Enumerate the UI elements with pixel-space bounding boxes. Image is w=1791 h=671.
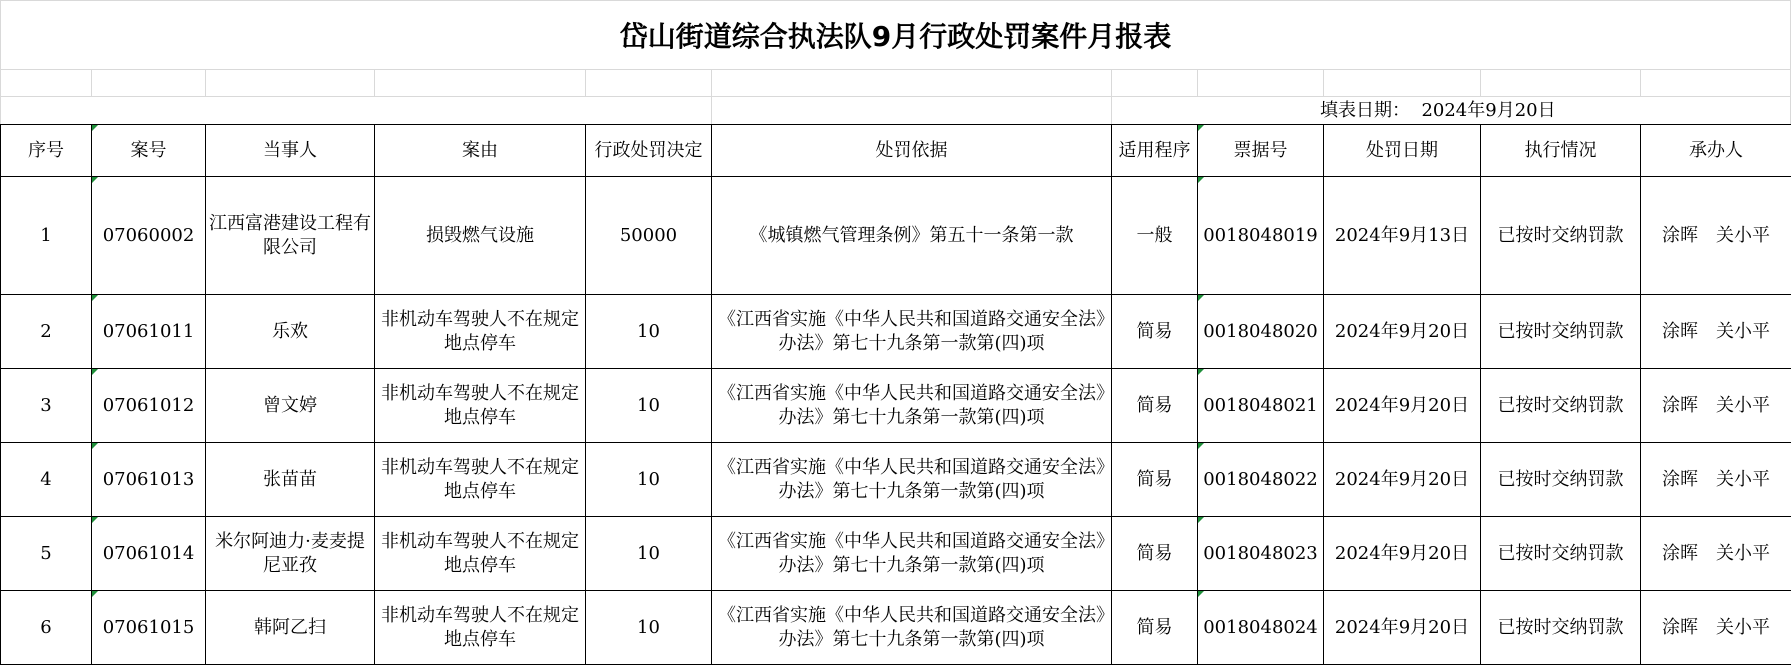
cell-no: 5 (1, 517, 92, 591)
fill-date (1320, 99, 1556, 123)
cell-decision: 10 (586, 517, 712, 591)
cell-date: 2024年9月20日 (1324, 517, 1481, 591)
cell-decision: 10 (586, 443, 712, 517)
cell-no: 4 (1, 443, 92, 517)
cell-decision: 10 (586, 591, 712, 665)
cell-handler: 涂晖 关小平 (1641, 295, 1791, 369)
cell-case: 07061013 (92, 443, 206, 517)
header-cell-case: 案号 (92, 125, 206, 177)
cell-receipt: 0018048021 (1198, 369, 1324, 443)
header-cell-decision: 行政处罚决定 (586, 125, 712, 177)
cell-basis: 《江西省实施《中华人民共和国道路交通安全法》办法》第七十九条第一款第(四)项 (712, 517, 1112, 591)
cell-reason: 非机动车驾驶人不在规定地点停车 (375, 443, 586, 517)
cell-date: 2024年9月13日 (1324, 177, 1481, 295)
cell-decision: 10 (586, 295, 712, 369)
table-row (1, 443, 1791, 517)
cell-procedure: 简易 (1112, 369, 1198, 443)
cell-no: 2 (1, 295, 92, 369)
cell-handler: 涂晖 关小平 (1641, 177, 1791, 295)
cell-basis: 《江西省实施《中华人民共和国道路交通安全法》办法》第七十九条第一款第(四)项 (712, 443, 1112, 517)
cell-basis: 《江西省实施《中华人民共和国道路交通安全法》办法》第七十九条第一款第(四)项 (712, 591, 1112, 665)
cell-handler: 涂晖 关小平 (1641, 369, 1791, 443)
table-row (1, 591, 1791, 665)
header-cell-handler: 承办人 (1641, 125, 1791, 177)
cell-case: 07060002 (92, 177, 206, 295)
cell-party: 张苗苗 (206, 443, 375, 517)
cell-case: 07061015 (92, 591, 206, 665)
cell-basis: 《江西省实施《中华人民共和国道路交通安全法》办法》第七十九条第一款第(四)项 (712, 295, 1112, 369)
cell-party: 江西富港建设工程有限公司 (206, 177, 375, 295)
cell-handler: 涂晖 关小平 (1641, 517, 1791, 591)
cell-procedure: 简易 (1112, 591, 1198, 665)
header-cell-date: 处罚日期 (1324, 125, 1481, 177)
cell-basis: 《江西省实施《中华人民共和国道路交通安全法》办法》第七十九条第一款第(四)项 (712, 369, 1112, 443)
table-row (1, 295, 1791, 369)
cell-status: 已按时交纳罚款 (1481, 591, 1641, 665)
cell-reason: 非机动车驾驶人不在规定地点停车 (375, 591, 586, 665)
cell-party: 米尔阿迪力·麦麦提尼亚孜 (206, 517, 375, 591)
header-cell-procedure: 适用程序 (1112, 125, 1198, 177)
header-cell-party: 当事人 (206, 125, 375, 177)
table-row (1, 517, 1791, 591)
cell-handler: 涂晖 关小平 (1641, 591, 1791, 665)
cell-decision: 10 (586, 369, 712, 443)
header-cell-receipt: 票据号 (1198, 125, 1324, 177)
cell-no: 1 (1, 177, 92, 295)
cell-case: 07061012 (92, 369, 206, 443)
cell-reason: 损毁燃气设施 (375, 177, 586, 295)
cell-decision: 50000 (586, 177, 712, 295)
report-title: 岱山街道综合执法队9月行政处罚案件月报表 (619, 19, 1172, 53)
fill-date-value: 2024年9月20日 (1421, 100, 1556, 121)
cell-reason: 非机动车驾驶人不在规定地点停车 (375, 369, 586, 443)
cell-receipt: 0018048023 (1198, 517, 1324, 591)
cell-status: 已按时交纳罚款 (1481, 295, 1641, 369)
cell-date: 2024年9月20日 (1324, 443, 1481, 517)
cell-date: 2024年9月20日 (1324, 295, 1481, 369)
header-cell-reason: 案由 (375, 125, 586, 177)
penalty-table (0, 124, 1791, 665)
cell-procedure: 简易 (1112, 295, 1198, 369)
cell-date: 2024年9月20日 (1324, 369, 1481, 443)
cell-no: 6 (1, 591, 92, 665)
cell-procedure: 一般 (1112, 177, 1198, 295)
fill-date-label: 填表日期： (1320, 100, 1410, 121)
table-row (1, 177, 1791, 295)
cell-party: 乐欢 (206, 295, 375, 369)
cell-party: 韩阿乙扫 (206, 591, 375, 665)
cell-no: 3 (1, 369, 92, 443)
cell-status: 已按时交纳罚款 (1481, 517, 1641, 591)
cell-reason: 非机动车驾驶人不在规定地点停车 (375, 517, 586, 591)
header-cell-no: 序号 (1, 125, 92, 177)
header-row (1, 125, 1791, 177)
header-cell-basis: 处罚依据 (712, 125, 1112, 177)
cell-date: 2024年9月20日 (1324, 591, 1481, 665)
cell-receipt: 0018048019 (1198, 177, 1324, 295)
cell-case: 07061011 (92, 295, 206, 369)
cell-reason: 非机动车驾驶人不在规定地点停车 (375, 295, 586, 369)
cell-procedure: 简易 (1112, 517, 1198, 591)
cell-basis: 《城镇燃气管理条例》第五十一条第一款 (712, 177, 1112, 295)
cell-status: 已按时交纳罚款 (1481, 369, 1641, 443)
cell-receipt: 0018048022 (1198, 443, 1324, 517)
cell-receipt: 0018048020 (1198, 295, 1324, 369)
cell-handler: 涂晖 关小平 (1641, 443, 1791, 517)
cell-party: 曾文婷 (206, 369, 375, 443)
header-cell-status: 执行情况 (1481, 125, 1641, 177)
table-row (1, 369, 1791, 443)
cell-procedure: 简易 (1112, 443, 1198, 517)
cell-status: 已按时交纳罚款 (1481, 177, 1641, 295)
cell-receipt: 0018048024 (1198, 591, 1324, 665)
cell-case: 07061014 (92, 517, 206, 591)
cell-status: 已按时交纳罚款 (1481, 443, 1641, 517)
